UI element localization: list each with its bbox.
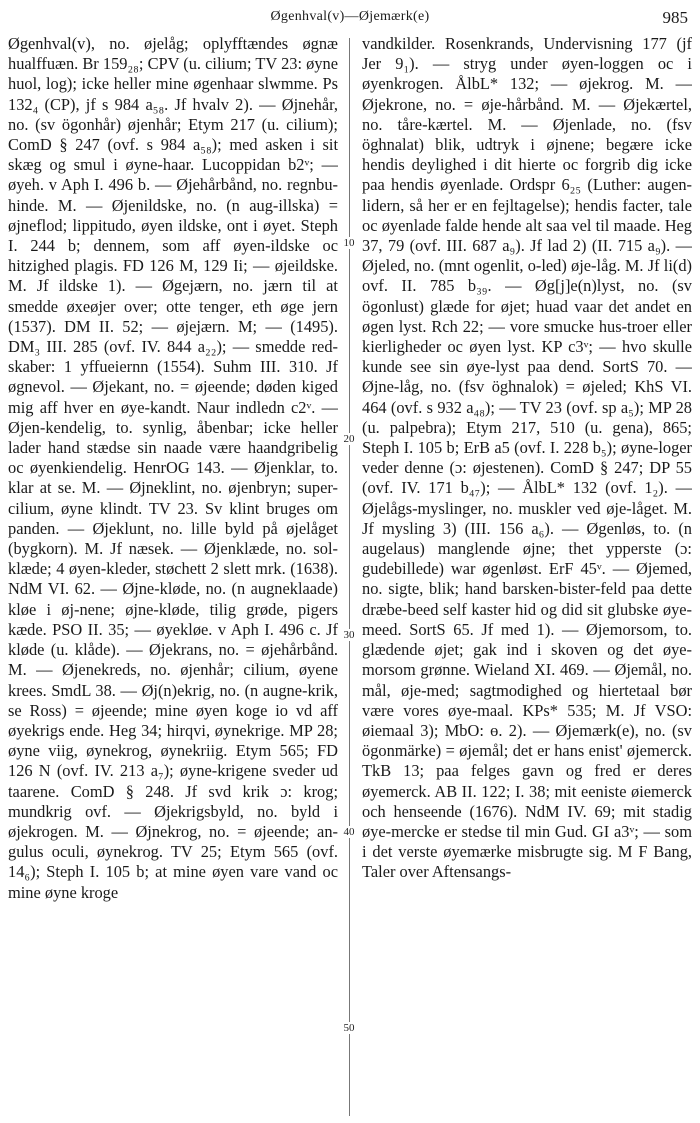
column-divider bbox=[349, 38, 350, 1116]
left-column-text: Øgenhval(v), no. øjelåg; oplyfftændes øgnæ hualffuæn. Br 159₂₈; CPV (u. cilium; TV 23: øyne huol, log); icke heller mine øgenhaar slwmme. Ps 132₄ (CP), jf s 984 a₅₈. Jf hvalv 2). — Øjnehår, no. (sv ögonhår) øjenhår; Etym 217 (u. cilium); ComD § 247 (ovf. s 984 a₅₈); med asken i sit skæg og smul i øyne-haar. Lucoppidan b2ᵛ; — øyeh. v Aph I. 496 b. — Øjehårbånd, no. regnbu-hinde. M. — Øjenildske, no. (n aug-illska) = øjneflod; lippitudo, øyen ildske, ont i øyet. Steph I. 244 b; dennem, som aff øyen-ildske oc hitzighed plagis. FD 126 M, 129 Ii; — øjeildske. M. Jf ildske 1). — Øgejærn, no. jærn til at smedde øxeøjer over; otte tenger, eth øge jern (1537). DM II. 52; — øjejærn. M; — (1495). DM₃ III. 285 (ovf. IV. 844 a₂₂); — smedde red-skaber: 1 yffueiernn (1554). Suhm III. 310. Jf øgnevol. — Øjekant, no. = øjeende; døden kiged mig aff hver en øye-kandt. Naur indledn c2ᵛ. — Øjen-kendelig, to. synlig, åbenbar; icke heller lader hand stædse sin naade være haandgribelig oc øyenkiendelig. HenrOG 143. — Øjenklar, to. klar at se. M. — Øjneklint, no. øjenbryn; super-cilium, øyne klindt. TV 23. Sv klint bruges om panden. — Øjeklunt, no. lille byld på øjelåget (bygkorn). M. Jf næsek. — Øjenklæde, no. sol-klæde; 4 øyen-kleder, støchett 2 slett mrk. (1638). NdM VI. 62. — Øjne-kløde, no. (n augneklaade) kløe i øj-nene; øjne-kløde, tilig grøde, pigers kæde. PSO II. 35; — øyekløe. v Aph I. 496 c. Jf kløde (u. klåde). — Øjekrans, no. = øjehårbånd. M. — Øjenekreds, no. øjenhår; cilium, øyene krees. SmdL 38. — Øj(n)ekrig, no. (n augne-krik, se Ross) = øjeende; mine øyen koge io vd aff øyekrigs ende. Heg 34; hirqvi, øynekrige. MP 28; øyne viig, øynekrog, øynekriig. Etym 565; FD 126 N (ovf. IV. 213 a₇); øyne-krigene sveder ud taarene. ComD § 248. Jf svd krik ɔ: krog; mundkrig ovf. — Øjekrigsbyld, no. byld i øjekrogen. M. — Øjnekrog, no. = øjeende; an-gulus oculi, øynekrog. TV 25; Etym 565 (ovf. 14₆); Steph I. 105 b; at mine øyen vare vand oc mine øyne kroge bbox=[8, 34, 338, 902]
line-number-20: 20 bbox=[338, 433, 360, 445]
line-number-40: 40 bbox=[338, 826, 360, 838]
right-column bbox=[362, 34, 692, 1119]
line-number-10: 10 bbox=[338, 237, 360, 249]
running-head bbox=[0, 8, 700, 30]
left-column bbox=[8, 34, 338, 1119]
line-number-30: 30 bbox=[338, 629, 360, 641]
right-column-text: vandkilder. Rosenkrands, Undervisning 177 (jf Jer 9₁). — stryg under øyen-loggen oc i øyenkrogen. ÅlbL* 132; — øjekrog. M. — Øjekrone, no. = øje-hårbånd. M. — Øjekærtel, no. tåre-kærtel. M. — Øjenlade, no. (fsv öghnalat) blik, udtryk i øjnene; begære icke hendis deylighed i dit hierte oc forgrib dig icke paa hendis øyenlade. Ordspr 6₂₅ (Luther: augen-lidern, så her er en fejltagelse); hendis facter, tale oc øyenlade falde hende alt saa vel til maade. Heg 37, 79 (ovf. III. 687 a₉). Jf lad 2) (II. 715 a₉). — Øjeled, no. (mnt ogenlit, o-led) øje-låg. M. Jf li(d) ovf. II. 785 b₃₉. — Øg[j]e(n)lyst, no. (sv ögonlust) glæde for øjet; huad vaar det andet en øgen lyst. Rch 22; — vore smucke hus-troer eller kierligheder oc øyen lyst. KP c3ᵛ; — hvo skulle kunde see sin øye-lyst paa dend. SortS 70. — Øjne-låg, no. (fsv öghnalok) = øjeled; KhS VI. 464 (ovf. s 932 a₄₈); — TV 23 (ovf. sp a₅); MP 28 (u. palpebra); Etym 217, 510 (u. gena), 865; Steph I. 105 b; ErB a5 (ovf. I. 228 b₅); øyne-loger veder denne (ɔ: øjestenen). ComD § 247; DP 55 (ovf. IV. 171 b₄₇); — ÅlbL* 132 (ovf. 1₂). — Øjelågs-myslinger, no. muskler ved øje-låget. M. Jf mysling 3) (III. 156 a₆). — Øgenløs, to. (n augelaus) manglende øjne; thet ypperste (ɔ: gudebillede) war øgenløst. ErF 45ᵛ. — Øjemed, no. sigte, blik; hand barsken-bister-feld paa dette dræbe-beed self kaster hid og did sit glubske øye-meed. SortS 65. Jf med 1). — Øjemorsom, to. glædende øjet; gak ind i skoven og det øye-morsom grønne. Wieland XI. 469. — Øjemål, no. mål, øje-med; sagtmodighed og hiertetaal bør være vores øye-maal. KPs* 535; M. Jf VSO: øiemaal 3); MbO: ɵ. 2). — Øjemærk(e), no. (sv ögonmärke) = øjemål; det er hans enist' øjemerck. TkB 13; paa felges gavn og fred er deres øyemerck. AB II. 122; I. 38; mit eeniste øiemerck och henseende (1676). NdM IV. 69; mit stadig øye-mercke er stedse til min Gud. GI a3ᵛ; — som i det verste øyemærke misbrugte sig. M F Bang, Taler over Aftensangs- bbox=[362, 34, 692, 882]
page-number: 985 bbox=[662, 8, 688, 27]
line-number-50: 50 bbox=[338, 1022, 360, 1034]
running-title: Øgenhval(v)—Øjemærk(e) bbox=[270, 9, 430, 24]
